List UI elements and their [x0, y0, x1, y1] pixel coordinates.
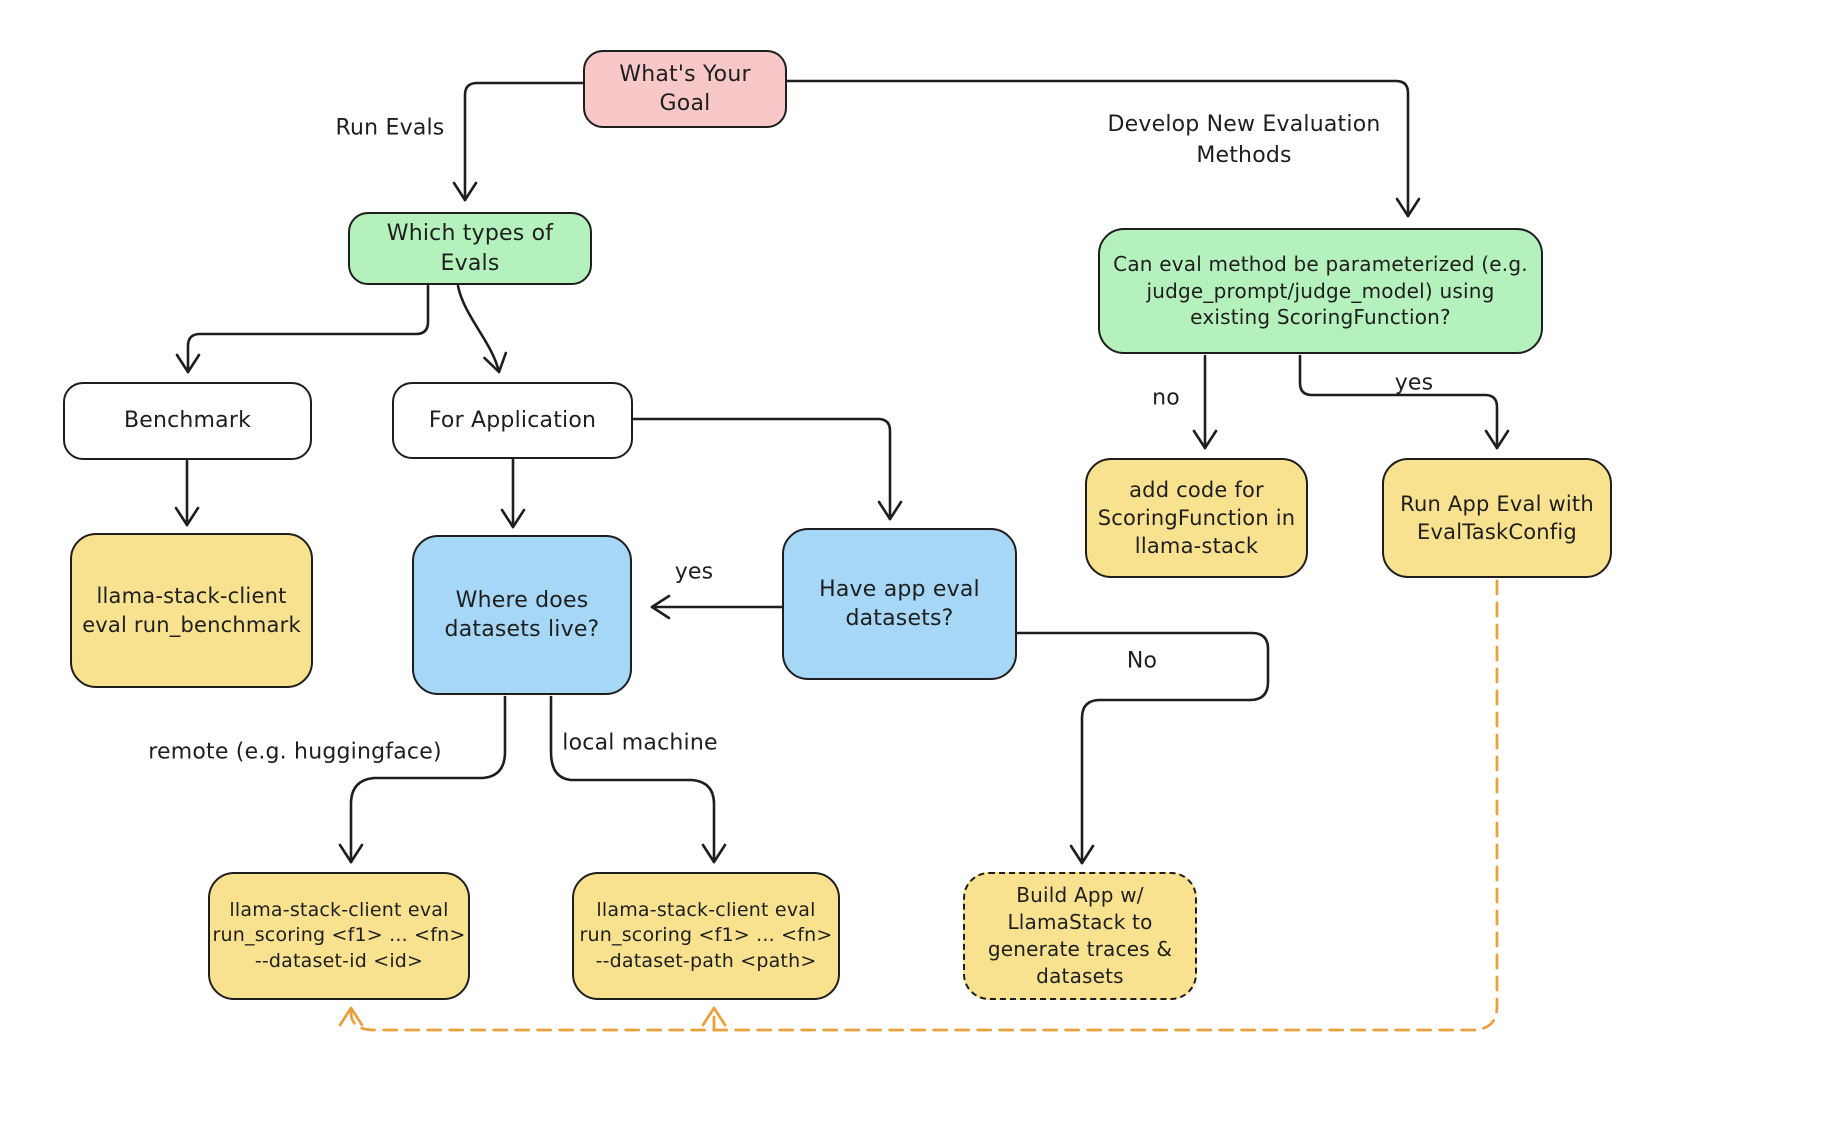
edge-label-no-parameterized: no [1152, 385, 1180, 411]
node-build-app-with-llamastack [963, 872, 1197, 1000]
arrow-goal-to-which-types [465, 83, 583, 200]
arrow-for-application-to-have-datasets [633, 419, 890, 519]
node-text: llama-stack-client eval [229, 898, 449, 921]
node-text: llama-stack [1134, 534, 1259, 559]
node-text: --dataset-path <path> [595, 949, 817, 972]
node-eval-run-benchmark [70, 533, 313, 688]
node-add-code-for-scoringfunction [1085, 458, 1308, 578]
node-text: EvalTaskConfig [1417, 520, 1577, 544]
node-text: existing ScoringFunction? [1190, 305, 1451, 330]
node-text: --dataset-id <id> [254, 949, 424, 972]
node-run-app-eval-with-evaltaskconfig [1382, 458, 1612, 578]
node-text: ScoringFunction in [1097, 505, 1296, 530]
node-text: What's Your [619, 61, 751, 87]
node-text: Can eval method be parameterized (e.g. [1113, 251, 1528, 276]
node-text: datasets [1036, 963, 1124, 988]
edge-label-no-have-datasets: No [1126, 648, 1158, 674]
edge-label-yes-have-datasets: yes [674, 559, 714, 585]
node-which-types-of-evals [348, 212, 592, 285]
node-text: datasets live? [444, 617, 600, 642]
node-text: datasets? [845, 606, 954, 631]
edge-label-line: Develop New Evaluation [1107, 112, 1381, 137]
edge-label-run-evals: Run Evals [335, 115, 445, 141]
edge-label-develop-new-evaluation-methods [1107, 109, 1380, 171]
node-text: generate traces & [987, 937, 1173, 961]
node-text: Build App w/ [1016, 883, 1144, 908]
node-run-scoring-dataset-id [208, 872, 470, 1000]
node-text: run_scoring <f1> ... <fn> [212, 924, 466, 947]
node-text: Which types of [386, 221, 554, 247]
node-text: llama-stack-client eval [596, 898, 816, 921]
edge-label-yes-parameterized: yes [1394, 370, 1434, 396]
node-benchmark [63, 382, 312, 460]
node-where-does-datasets-live [412, 535, 632, 695]
edge-label-line: Methods [1196, 143, 1292, 168]
node-whats-your-goal [583, 50, 787, 128]
node-text: Have app eval [819, 576, 980, 602]
arrow-where-datasets-to-run-scoring-id-remote [351, 697, 505, 862]
arrow-where-datasets-to-run-scoring-path-local [551, 697, 714, 862]
arrow-which-types-to-for-application [458, 286, 499, 372]
edge-label-remote-huggingface: remote (e.g. huggingface) [148, 739, 442, 765]
node-text: eval run_benchmark [82, 612, 301, 637]
node-text: run_scoring <f1> ... <fn> [579, 924, 833, 947]
node-have-app-eval-datasets [782, 528, 1017, 680]
node-text: LlamaStack to [1007, 910, 1153, 935]
node-for-application [392, 382, 633, 459]
node-text: llama-stack-client [96, 584, 287, 609]
node-text: For Application [428, 407, 597, 433]
node-can-eval-method-be-parameterized [1098, 228, 1543, 354]
edge-label-local-machine: local machine [562, 730, 718, 756]
node-text: Evals [440, 250, 500, 276]
node-run-scoring-dataset-path [572, 872, 840, 1000]
arrow-which-types-to-benchmark [188, 286, 428, 372]
node-text: Benchmark [123, 408, 252, 434]
node-text: judge_prompt/judge_model) using [1146, 278, 1495, 303]
node-text: Where does [455, 587, 589, 613]
node-text: Goal [659, 91, 711, 116]
node-text: Run App Eval with [1400, 491, 1594, 516]
node-text: add code for [1129, 477, 1264, 502]
